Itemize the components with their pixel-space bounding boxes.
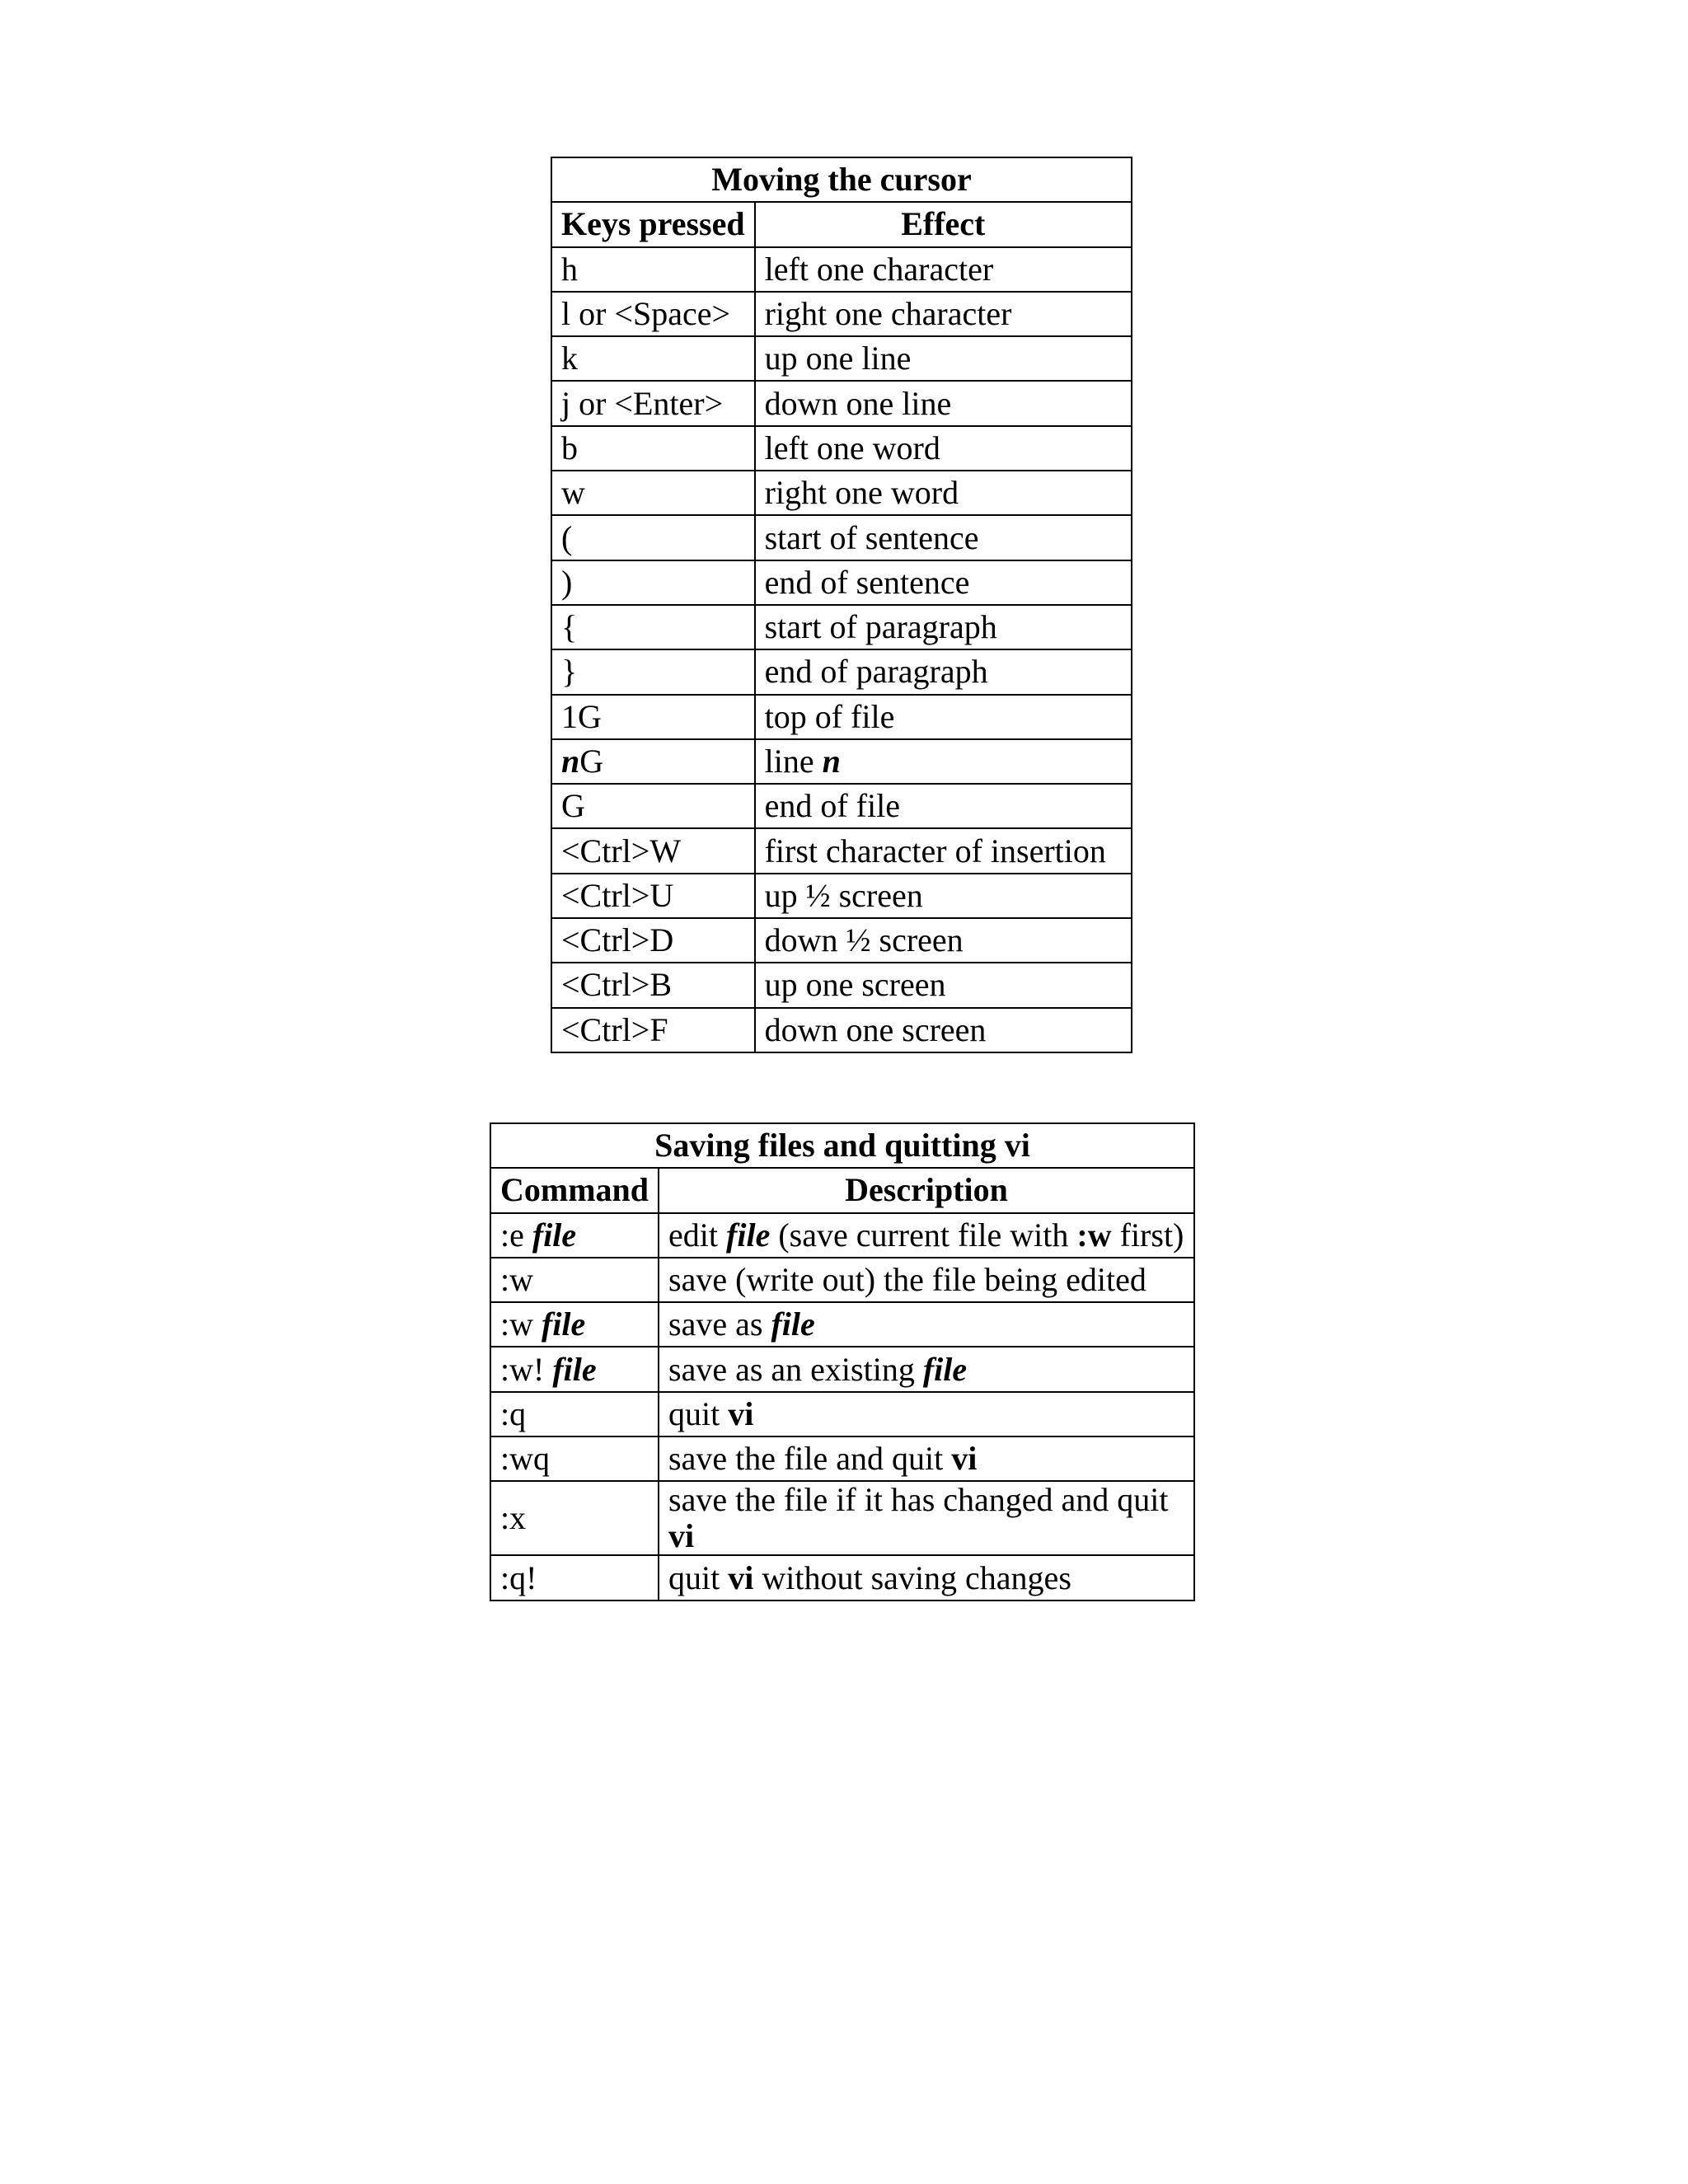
effect-cell: up one line bbox=[755, 336, 1132, 381]
table-row bbox=[551, 560, 1132, 605]
effect-cell: first character of insertion bbox=[755, 828, 1132, 873]
command-cell bbox=[490, 1347, 659, 1391]
effect-cell: left one character bbox=[755, 247, 1132, 292]
key-cell: <Ctrl>F bbox=[551, 1008, 755, 1052]
save-quit-table bbox=[490, 1122, 1195, 1601]
description-text: quit bbox=[668, 1558, 729, 1596]
key-cell: } bbox=[551, 649, 755, 694]
description-text: save as an existing bbox=[668, 1350, 923, 1388]
key-cell: h bbox=[551, 247, 755, 292]
table-row bbox=[551, 739, 1132, 784]
effect-cell: start of sentence bbox=[755, 515, 1132, 560]
table-row bbox=[551, 649, 1132, 694]
command-cell: :q bbox=[490, 1392, 659, 1436]
table-header-row bbox=[490, 1168, 1194, 1212]
command-cell: :w bbox=[490, 1258, 659, 1302]
key-cell bbox=[551, 739, 755, 784]
description-argument: file bbox=[726, 1216, 771, 1254]
description-cell bbox=[659, 1213, 1194, 1258]
key-cell: { bbox=[551, 605, 755, 649]
effect-cell: end of paragraph bbox=[755, 649, 1132, 694]
column-header-description: Description bbox=[659, 1168, 1194, 1212]
table-row bbox=[551, 695, 1132, 739]
description-program: vi bbox=[951, 1440, 978, 1478]
table-row bbox=[490, 1392, 1194, 1436]
table-row bbox=[490, 1555, 1194, 1600]
command-cell: :wq bbox=[490, 1436, 659, 1481]
key-variable: n bbox=[561, 743, 580, 780]
table-title: Moving the cursor bbox=[551, 157, 1132, 202]
key-cell: j or <Enter> bbox=[551, 381, 755, 425]
description-cell bbox=[659, 1347, 1194, 1391]
effect-cell: top of file bbox=[755, 695, 1132, 739]
table-row bbox=[551, 515, 1132, 560]
key-cell: ) bbox=[551, 560, 755, 605]
table-row bbox=[490, 1213, 1194, 1258]
description-text: save the file if it has changed and quit bbox=[668, 1481, 1169, 1519]
description-cell bbox=[659, 1302, 1194, 1347]
table-row bbox=[551, 471, 1132, 515]
description-cell bbox=[659, 1436, 1194, 1481]
table-row bbox=[551, 874, 1132, 918]
key-cell: w bbox=[551, 471, 755, 515]
column-header-command: Command bbox=[490, 1168, 659, 1212]
effect-cell bbox=[755, 739, 1132, 784]
table-row bbox=[551, 336, 1132, 381]
table-row bbox=[551, 381, 1132, 425]
table-header-row bbox=[551, 202, 1132, 246]
command-argument: file bbox=[542, 1305, 586, 1343]
command-argument: file bbox=[532, 1216, 577, 1254]
key-cell: ( bbox=[551, 515, 755, 560]
column-header-effect: Effect bbox=[755, 202, 1132, 246]
key-cell: l or <Space> bbox=[551, 292, 755, 336]
table-row bbox=[551, 292, 1132, 336]
table-row bbox=[490, 1436, 1194, 1481]
effect-cell: right one character bbox=[755, 292, 1132, 336]
column-header-keys: Keys pressed bbox=[551, 202, 755, 246]
key-cell: <Ctrl>B bbox=[551, 963, 755, 1007]
description-program: vi bbox=[728, 1394, 754, 1432]
description-text: (save current file with bbox=[770, 1216, 1077, 1254]
effect-cell: end of sentence bbox=[755, 560, 1132, 605]
table-row bbox=[551, 1008, 1132, 1052]
key-cell: <Ctrl>U bbox=[551, 874, 755, 918]
table-row bbox=[490, 1302, 1194, 1347]
effect-cell: right one word bbox=[755, 471, 1132, 515]
effect-cell: left one word bbox=[755, 426, 1132, 471]
effect-cell: down one screen bbox=[755, 1008, 1132, 1052]
description-cell: save (write out) the file being edited bbox=[659, 1258, 1194, 1302]
description-text: save the file and quit bbox=[668, 1440, 952, 1478]
table-row bbox=[551, 828, 1132, 873]
table-row bbox=[551, 963, 1132, 1007]
description-program: vi bbox=[668, 1517, 695, 1555]
description-cell bbox=[659, 1481, 1194, 1555]
table-row bbox=[551, 247, 1132, 292]
effect-variable: n bbox=[822, 743, 841, 780]
table-row bbox=[551, 426, 1132, 471]
effect-cell: down ½ screen bbox=[755, 918, 1132, 963]
description-cell bbox=[659, 1392, 1194, 1436]
effect-cell: down one line bbox=[755, 381, 1132, 425]
description-text: quit bbox=[668, 1394, 729, 1432]
description-text: save as bbox=[668, 1305, 771, 1343]
table-row bbox=[551, 605, 1132, 649]
key-cell: G bbox=[551, 784, 755, 828]
key-suffix: G bbox=[579, 743, 604, 780]
effect-cell: start of paragraph bbox=[755, 605, 1132, 649]
key-cell: <Ctrl>W bbox=[551, 828, 755, 873]
effect-cell: up one screen bbox=[755, 963, 1132, 1007]
table-row bbox=[490, 1481, 1194, 1555]
table-title-row bbox=[551, 157, 1132, 202]
description-argument: file bbox=[922, 1350, 968, 1388]
description-command: :w bbox=[1076, 1216, 1112, 1254]
description-text: without saving changes bbox=[753, 1558, 1071, 1596]
key-cell: k bbox=[551, 336, 755, 381]
table-row bbox=[551, 918, 1132, 963]
table-title: Saving files and quitting vi bbox=[490, 1123, 1194, 1168]
description-program: vi bbox=[728, 1558, 754, 1596]
effect-text: line bbox=[764, 743, 823, 780]
command-cell bbox=[490, 1213, 659, 1258]
key-cell: b bbox=[551, 426, 755, 471]
cursor-movement-table bbox=[551, 157, 1132, 1053]
description-argument: file bbox=[771, 1305, 815, 1343]
command-cell: :x bbox=[490, 1481, 659, 1555]
command-text: :w bbox=[500, 1305, 542, 1343]
description-text: first) bbox=[1111, 1216, 1184, 1254]
key-cell: <Ctrl>D bbox=[551, 918, 755, 963]
table-row bbox=[490, 1258, 1194, 1302]
command-cell bbox=[490, 1302, 659, 1347]
table-row bbox=[490, 1347, 1194, 1391]
description-cell bbox=[659, 1555, 1194, 1600]
effect-cell: up ½ screen bbox=[755, 874, 1132, 918]
command-text: :w! bbox=[500, 1350, 553, 1388]
description-text: edit bbox=[668, 1216, 727, 1254]
table-row bbox=[551, 784, 1132, 828]
command-text: :e bbox=[500, 1216, 532, 1254]
command-argument: file bbox=[552, 1350, 597, 1388]
effect-cell: end of file bbox=[755, 784, 1132, 828]
table-title-row bbox=[490, 1123, 1194, 1168]
key-cell: 1G bbox=[551, 695, 755, 739]
command-cell: :q! bbox=[490, 1555, 659, 1600]
